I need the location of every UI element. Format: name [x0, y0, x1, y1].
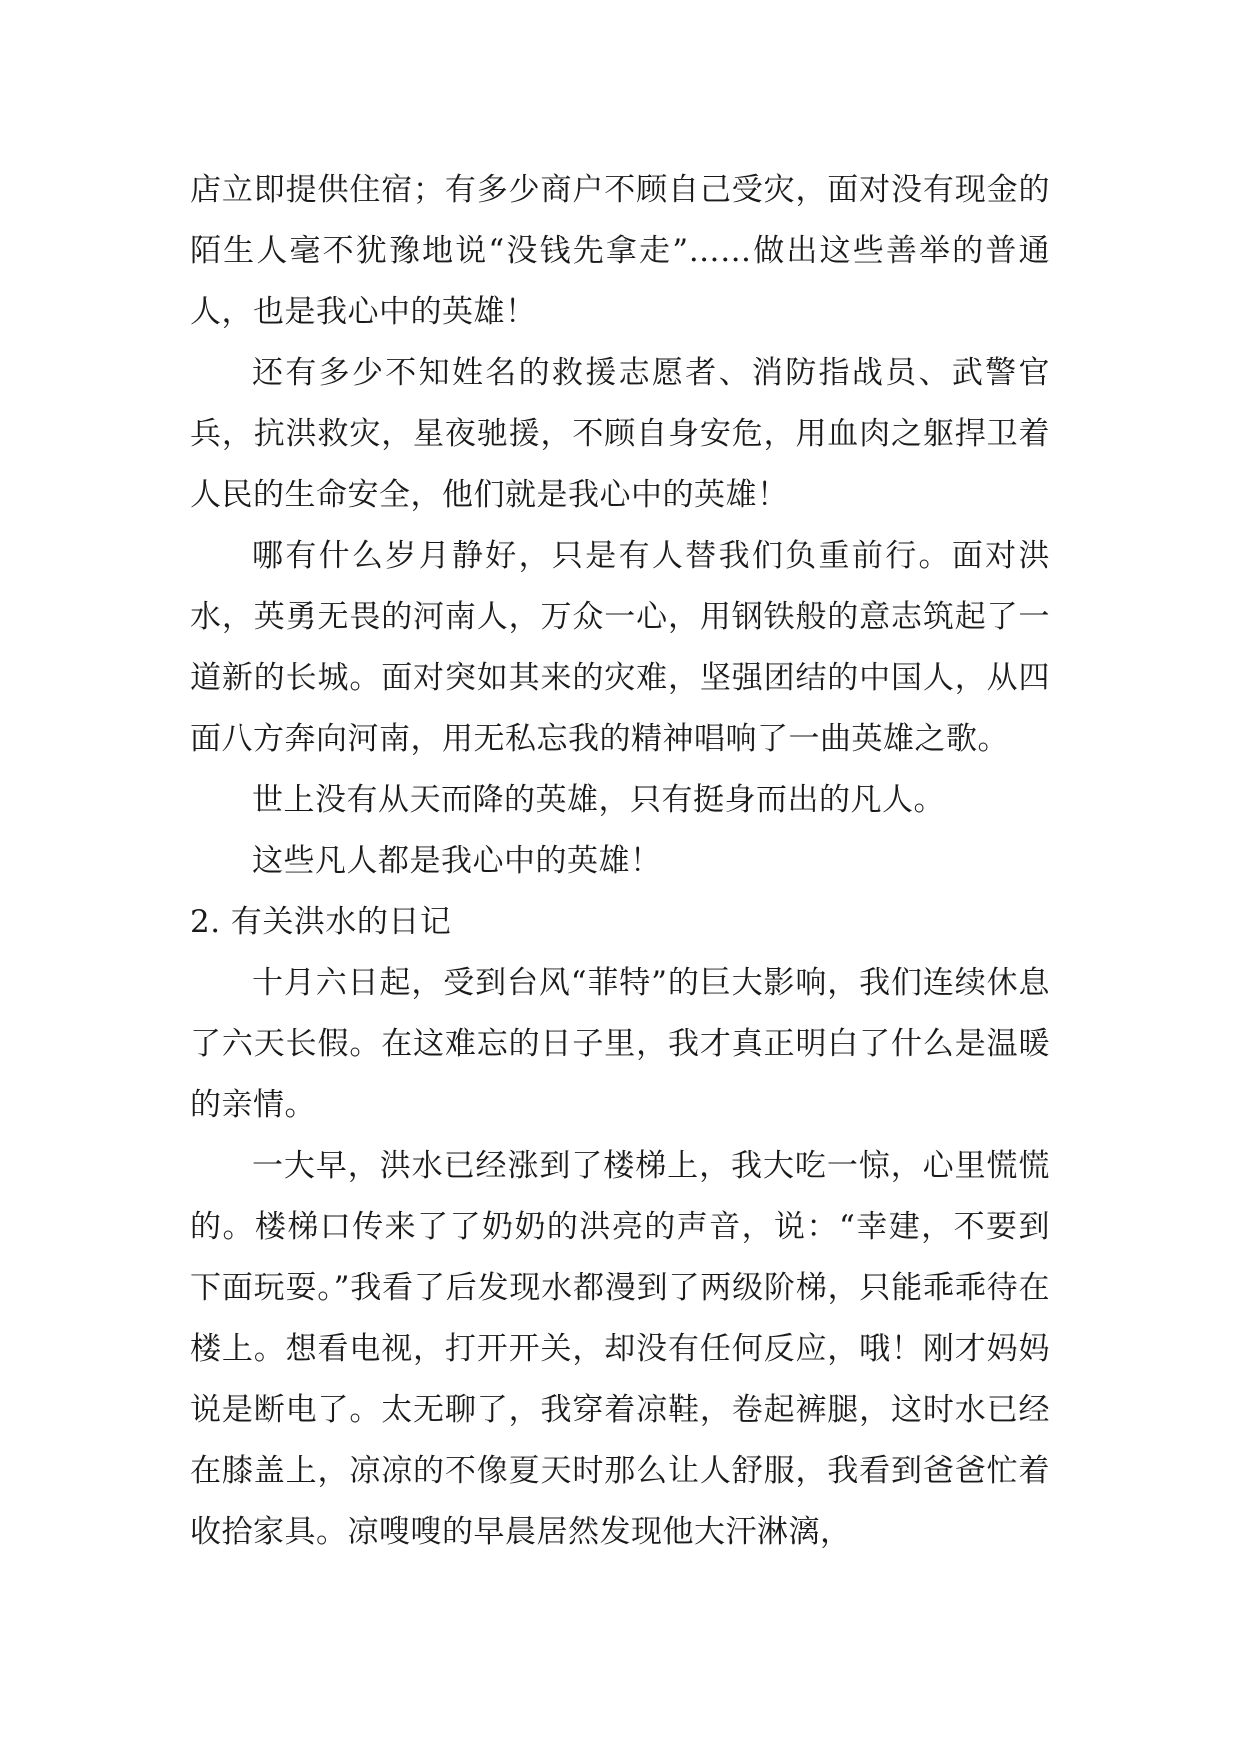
- document-page: [190, 160, 1050, 1563]
- diary-paragraph-typhoon: 十月六日起，受到台风“菲特”的巨大影响，我们连续休息了六天长假。在这难忘的日子里，我才真正明白了什么是温暖的亲情。: [190, 965, 1050, 1123]
- paragraph-henan: 哪有什么岁月静好，只是有人替我们负重前行。面对洪水，英勇无畏的河南人，万众一心，用钢铁般的意志筑起了一道新的长城。面对突如其来的灾难，坚强团结的中国人，从四面八方奔向河南，用无私忘我的精神唱响了一曲英雄之歌。: [190, 538, 1050, 757]
- paragraph-rescuers: 还有多少不知姓名的救援志愿者、消防指战员、武警官兵，抗洪救灾，星夜驰援，不顾自身安危，用血肉之躯捍卫着人民的生命安全，他们就是我心中的英雄！: [190, 355, 1050, 513]
- paragraph-heroes: 这些凡人都是我心中的英雄！: [252, 843, 662, 879]
- paragraph-ordinary-people: 世上没有从天而降的英雄，只有挺身而出的凡人。: [252, 782, 945, 818]
- paragraph-continuation: 店立即提供住宿；有多少商户不顾自己受灾，面对没有现金的陌生人毫不犹豫地说“没钱先拿走”……做出这些善举的普通人，也是我心中的英雄！: [190, 172, 1050, 330]
- section-heading: 2. 有关洪水的日记: [190, 904, 452, 940]
- diary-paragraph-morning: 一大早，洪水已经涨到了楼梯上，我大吃一惊，心里慌慌的。楼梯口传来了了奶奶的洪亮的声音，说：“幸建，不要到下面玩耍。”我看了后发现水都漫到了两级阶梯，只能乖乖待在楼上。想看电视，打开开关，却没有任何反应，哦！刚才妈妈说是断电了。太无聊了，我穿着凉鞋，卷起裤腿，这时水已经在膝盖上，凉凉的不像夏天时那么让人舒服，我看到爸爸忙着收拾家具。凉嗖嗖的早晨居然发现他大汗淋漓，: [190, 1148, 1050, 1550]
